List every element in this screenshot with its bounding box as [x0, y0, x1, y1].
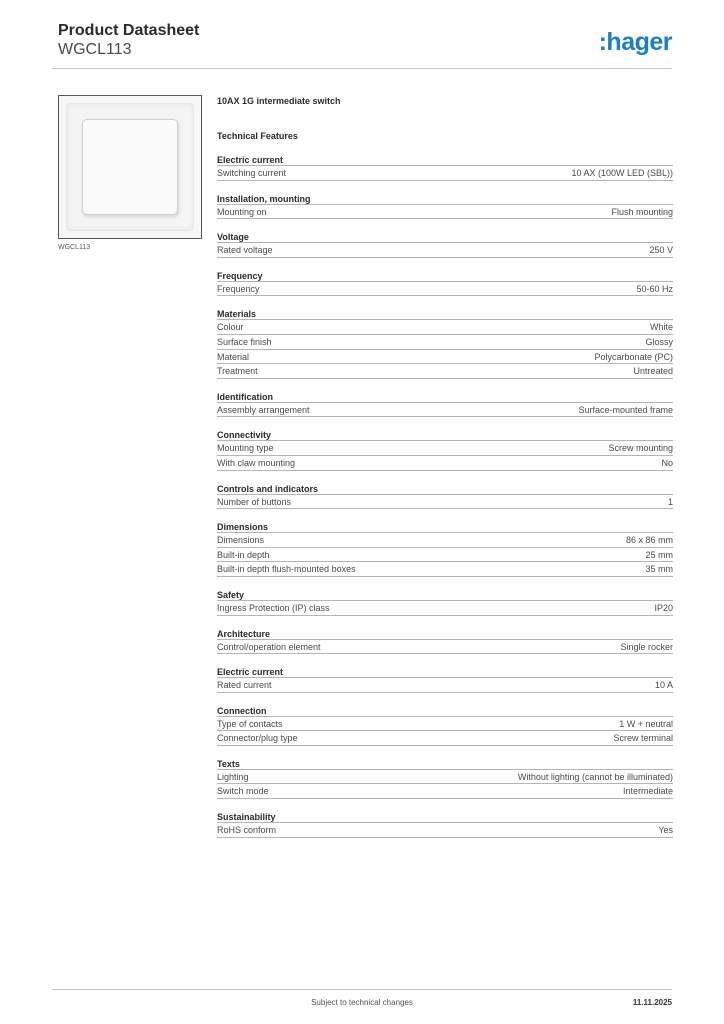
- spec-label: Switching current: [217, 168, 287, 178]
- section-title: Electric current: [217, 154, 673, 166]
- spec-label: Colour: [217, 322, 244, 333]
- switch-rocker: [82, 119, 178, 215]
- spec-value: 250 V: [649, 245, 673, 256]
- footer-note: Subject to technical changes: [311, 998, 413, 1007]
- spec-row: [217, 770, 673, 785]
- spec-value: 50-60 Hz: [636, 283, 673, 294]
- page-title: Product Datasheet: [58, 22, 200, 39]
- spec-label: Assembly arrangement: [217, 404, 310, 415]
- switch-plate: [66, 103, 194, 231]
- spec-row: [217, 562, 673, 577]
- spec-row: [217, 495, 673, 510]
- spec-label: Rated voltage: [217, 245, 273, 256]
- spec-row: [217, 441, 673, 456]
- spec-label: RoHS conform: [217, 825, 277, 836]
- spec-row: [217, 548, 673, 563]
- spec-value: Polycarbonate (PC): [594, 351, 673, 362]
- spec-value: Screw mounting: [608, 443, 673, 454]
- spec-section: [217, 811, 673, 838]
- spec-row: [217, 243, 673, 258]
- spec-value: 10 A: [654, 680, 673, 691]
- spec-label: Mounting on: [217, 206, 267, 217]
- spec-label: Rated current: [217, 680, 272, 691]
- spec-row: [217, 320, 673, 335]
- spec-value: 25 mm: [645, 549, 673, 560]
- spec-label: Built-in depth: [217, 549, 270, 560]
- spec-value: Single rocker: [620, 641, 673, 652]
- spec-row: [217, 717, 673, 732]
- spec-value: Without lighting (cannot be illuminated): [517, 771, 673, 782]
- spec-section: [217, 154, 673, 181]
- spec-value: 1 W + neutral: [619, 718, 673, 729]
- spec-value: Untreated: [633, 366, 673, 377]
- section-title: Identification: [217, 391, 673, 403]
- spec-section: [217, 521, 673, 577]
- spec-section: [217, 666, 673, 693]
- spec-label: Mounting type: [217, 443, 274, 454]
- product-name: 10AX 1G intermediate switch: [217, 96, 341, 106]
- spec-value: 10 AX (100W LED (SBL)): [571, 168, 673, 178]
- spec-row: [217, 456, 673, 471]
- spec-section: [217, 628, 673, 655]
- section-title: Voltage: [217, 231, 673, 243]
- section-title: Materials: [217, 308, 673, 320]
- spec-label: Connector/plug type: [217, 733, 298, 744]
- spec-value: No: [661, 457, 673, 468]
- spec-label: Built-in depth flush-mounted boxes: [217, 564, 356, 575]
- page-subtitle: WGCL113: [58, 41, 132, 58]
- section-title: Electric current: [217, 666, 673, 678]
- spec-value: IP20: [654, 602, 673, 613]
- section-title: Sustainability: [217, 811, 673, 823]
- spec-row: [217, 350, 673, 365]
- spec-row: [217, 282, 673, 297]
- spec-label: Ingress Protection (IP) class: [217, 602, 330, 613]
- spec-row: [217, 640, 673, 655]
- spec-label: Treatment: [217, 366, 258, 377]
- spec-value: Surface-mounted frame: [578, 404, 673, 415]
- section-title: Installation, mounting: [217, 193, 673, 205]
- spec-label: Switch mode: [217, 786, 269, 797]
- spec-value: Intermediate: [622, 786, 673, 797]
- spec-label: Frequency: [217, 283, 260, 294]
- spec-row: [217, 166, 673, 181]
- spec-section: [217, 270, 673, 297]
- footer-divider: [52, 989, 672, 990]
- spec-value: White: [649, 322, 673, 333]
- section-title: Safety: [217, 589, 673, 601]
- features-heading: Technical Features: [217, 131, 298, 141]
- technical-content: [217, 95, 673, 838]
- spec-row: [217, 533, 673, 548]
- spec-section: [217, 391, 673, 418]
- hager-logo: :hager: [598, 28, 672, 56]
- spec-row: [217, 403, 673, 418]
- spec-row: [217, 601, 673, 616]
- spec-row: [217, 335, 673, 350]
- section-title: Frequency: [217, 270, 673, 282]
- section-title: Architecture: [217, 628, 673, 640]
- spec-row: [217, 784, 673, 799]
- spec-label: With claw mounting: [217, 457, 296, 468]
- feature-sections: [217, 154, 673, 838]
- section-title: Dimensions: [217, 521, 673, 533]
- page-header: [58, 22, 199, 59]
- spec-label: Dimensions: [217, 535, 265, 546]
- section-title: Controls and indicators: [217, 483, 673, 495]
- spec-value: Screw terminal: [613, 733, 673, 744]
- spec-value: 1: [667, 496, 673, 507]
- spec-value: Yes: [658, 825, 673, 836]
- spec-label: Control/operation element: [217, 641, 321, 652]
- spec-section: [217, 758, 673, 799]
- spec-section: [217, 308, 673, 378]
- spec-section: [217, 429, 673, 470]
- section-title: Connectivity: [217, 429, 673, 441]
- spec-section: [217, 483, 673, 510]
- spec-row: [217, 678, 673, 693]
- section-title: Connection: [217, 705, 673, 717]
- spec-value: 86 x 86 mm: [625, 535, 673, 546]
- spec-value: Flush mounting: [611, 206, 673, 217]
- spec-label: Type of contacts: [217, 718, 283, 729]
- footer-date: 11.11.2025: [632, 998, 672, 1007]
- spec-row: [217, 731, 673, 746]
- spec-row: [217, 205, 673, 220]
- spec-label: Number of buttons: [217, 496, 292, 507]
- spec-section: [217, 193, 673, 220]
- spec-value: 35 mm: [645, 564, 673, 575]
- product-image: [58, 95, 202, 239]
- spec-label: Lighting: [217, 771, 249, 782]
- spec-label: Surface finish: [217, 336, 272, 347]
- section-title: Texts: [217, 758, 673, 770]
- spec-label: Material: [217, 351, 250, 362]
- spec-section: [217, 231, 673, 258]
- spec-section: [217, 705, 673, 746]
- spec-value: Glossy: [645, 336, 673, 347]
- header-divider: [52, 68, 672, 69]
- spec-section: [217, 589, 673, 616]
- spec-row: [217, 364, 673, 379]
- image-caption: WGCL113: [58, 244, 91, 251]
- spec-row: [217, 823, 673, 838]
